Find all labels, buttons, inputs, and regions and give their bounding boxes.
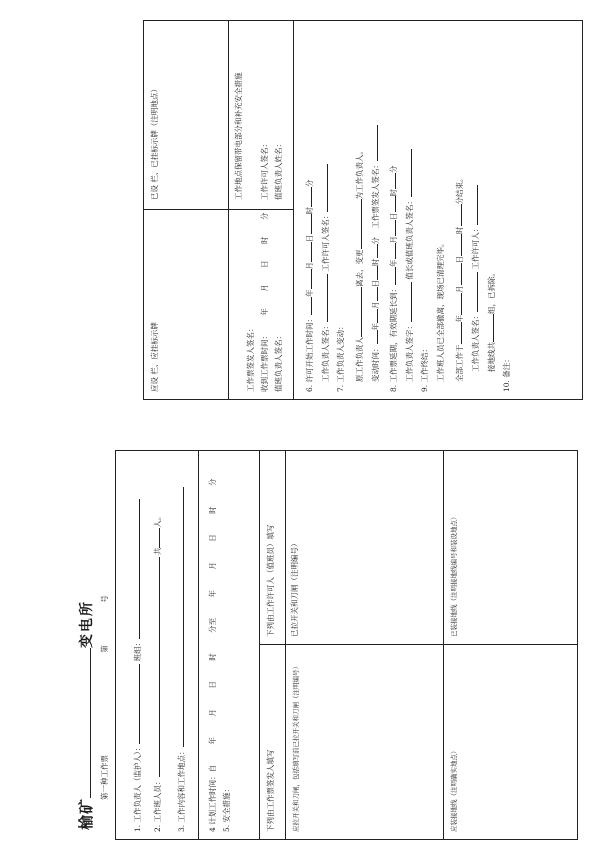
ticket-subtitle: 第一种工作票 第 号 [100,595,109,800]
item7-change-detail: 原工作负责人离去，变更为工作负责人。 [355,147,364,382]
item6-permit-time: 6. 许可开始工作时间：年月日时分 [305,179,314,392]
item10-remarks: 10. 备注： [502,355,511,392]
issuer-fill-label: 下列由工作票签发人填写 [266,749,275,832]
top-section-divider [293,20,294,400]
item9-end-time: 全部工作于年月日时分结束。 [455,174,464,382]
received-time-label: 收到工作票时间： 年 月 日 时 分 [260,212,269,392]
duty-name-label: 值班负责人姓名： [274,140,283,200]
item6-signatures: 工作负责人签名： 工作许可人签名： [319,164,330,382]
duty-signature-label: 值班负责人签名： [274,332,283,392]
issuer-sign-label: 工作票签发人签名： [246,324,255,392]
item4-planned-time: 4 计划工作时间：自 年 月 日 时 分至 年 月 日 时 分 [208,478,217,832]
grounded: 已装接地线（注明接地线编号和装设地点） [450,513,458,637]
permit-signer-label: 工作许可人签名： [260,140,269,200]
should-ground: 应装接地线（注明确实地点） [450,747,458,832]
permit-fill-label: 下列由工作许可人（值班员）填写 [266,524,275,637]
item9-signatures: 工作负责人签名： 工作许可人： [469,185,480,372]
item8-extension: 8. 工作票延期，有效期延长到：年月日时分 [389,165,398,392]
item2-crew: 2. 工作班人员： 共人。 [153,512,162,832]
item7-lead-change: 7. 工作负责人变动： [336,322,345,392]
item5-safety: 5. 安全措施： [222,784,231,832]
should-open-switches: 应拉开关和刀闸，包括填写前已拉开关和刀闸（注明编号） [292,663,300,832]
column-divider [259,644,578,645]
item7-change-time: 变动时间：年月日时分 工作票签发人签名： [369,125,380,382]
top-column-divider [143,209,293,210]
ticket-title: 榆矿变电所 [77,599,95,830]
item9-ground-wires: 接地线共组，已拆除。 [487,269,496,372]
item1-lead: 1. 工作负责人（监护人）： 班组： [131,499,142,832]
top-row-divider [228,20,229,400]
should-hang-header: 应设 栏、应挂标示牌 [150,322,159,392]
ticket-continuation-page [143,20,583,400]
ticket-main-page [73,450,578,840]
item9-cleared-text: 工作班人员已全部撤离，现场已清理完毕。 [436,239,445,382]
item3-content-location: 3. 工作内容和工作地点： [175,487,186,832]
item9-completion: 9. 工作终结： [420,344,429,392]
item8-signatures: 工作负责人签字： 值长或值班负责人签名： [403,149,414,382]
divider-switch-row [285,450,286,840]
divider-before-tables [259,450,260,840]
hung-signs-header: 已设 栏、已挂标示牌（注明地点） [150,85,159,200]
opened-switches: 已拉开关和刀闸（注明编号） [290,539,299,637]
divider-ground-row [443,450,444,840]
reserved-live-header: 工作地点保留带电部分和补充安全措施 [234,72,243,200]
divider-after-item3 [198,450,199,840]
